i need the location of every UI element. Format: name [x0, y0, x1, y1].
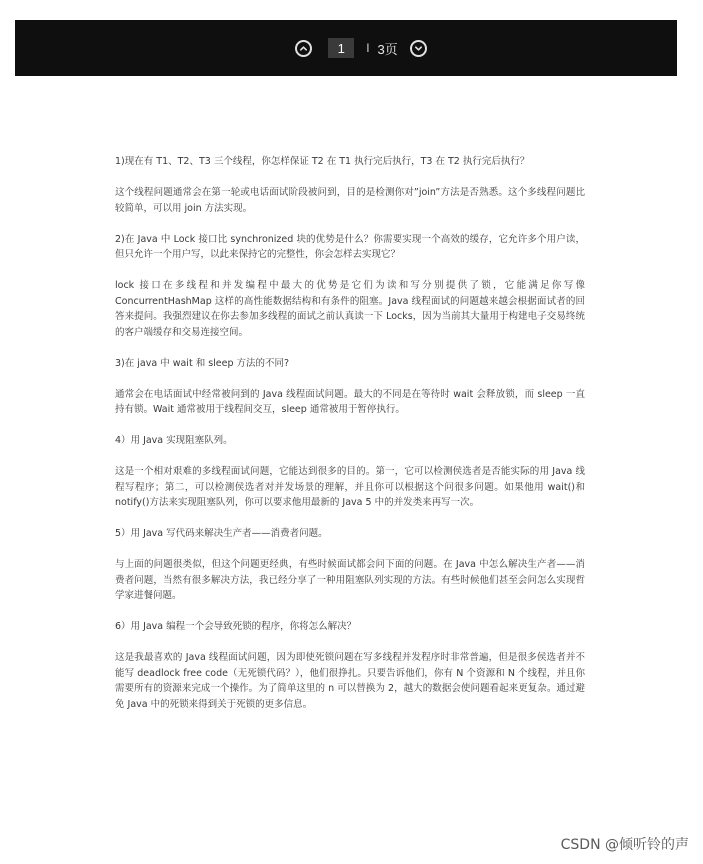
prev-page-button[interactable]: [295, 40, 312, 57]
total-pages-label: 3页: [377, 41, 398, 57]
next-page-button[interactable]: [410, 40, 427, 57]
question-5: 5）用 Java 写代码来解决生产者——消费者问题。: [115, 528, 328, 539]
pdf-toolbar: [15, 20, 677, 76]
chevron-up-icon: [299, 44, 308, 53]
question-2: 2)在 Java 中 Lock 接口比 synchronized 块的优势是什么？你需要实现一个高效的缓存，它允许多个用户读，但只允许一个用户写，以此来保持它的完整性，你会怎样去实现它？: [115, 233, 585, 260]
answer-2: lock 接口在多线程和并发编程中最大的优势是它们为读和写分别提供了锁，它能满足你写像 ConcurrentHashMap 这样的高性能数据结构和有条件的阻塞。Java 线程面试的问题越来越会根据面试者的回答来提问。我强烈建议在你去参加多线程的面试之前认真读一下 Locks，因为当前其大量用于构建电子交易终统的客户端缓存和交易连接空间。: [115, 280, 585, 338]
page-navigator: [295, 38, 427, 58]
question-1: 1)现在有 T1、T2、T3 三个线程，你怎样保证 T2 在 T1 执行完后执行，T3 在 T2 执行完后执行？: [115, 156, 530, 167]
question-6: 6）用 Java 编程一个会导致死锁的程序，你将怎么解决？: [115, 621, 357, 632]
answer-1: 这个线程问题通常会在第一轮或电话面试阶段被问到，目的是检测你对”join”方法是否熟悉。这个多线程问题比较简单，可以用 join 方法实现。: [115, 187, 585, 214]
page-separator: I: [366, 41, 370, 55]
answer-5: 与上面的问题很类似，但这个问题更经典，有些时候面试都会问下面的问题。在 Java 中怎么解决生产者——消费者问题，当然有很多解决方法，我已经分享了一种用阻塞队列实现的方法。有些时候他们甚至会问怎么实现哲学家进餐问题。: [115, 559, 585, 601]
document-page: [115, 154, 585, 728]
question-4: 4）用 Java 实现阻塞队列。: [115, 435, 233, 446]
answer-6: 这是我最喜欢的 Java 线程面试问题，因为即使死锁问题在写多线程并发程序时非常普遍，但是很多侯选者并不能写 deadlock free code（无死锁代码？），他们很挣扎。只要告诉他们，你有 N 个资源和 N 个线程，并且你需要所有的资源来完成一个操作。为了简单这里的 n 可以替换为 2，越大的数据会使问题看起来更复杂。通过避免 Java 中的死锁来得到关于死锁的更多信息。: [115, 652, 585, 710]
current-page-input[interactable]: 1: [328, 38, 354, 58]
answer-4: 这是一个相对艰难的多线程面试问题，它能达到很多的目的。第一，它可以检测侯选者是否能实际的用 Java 线程写程序；第二，可以检测侯选者对并发场景的理解，并且你可以根据这个问很多问题。如果他用 wait()和 notify()方法来实现阻塞队列，你可以要求他用最新的 Java 5 中的并发类来再写一次。: [115, 466, 585, 508]
csdn-watermark: CSDN @倾听铃的声: [560, 837, 689, 853]
answer-3: 通常会在电话面试中经常被问到的 Java 线程面试问题。最大的不同是在等待时 wait 会释放锁，而 sleep 一直持有锁。Wait 通常被用于线程间交互，sleep 通常被用于暂停执行。: [115, 388, 585, 415]
chevron-down-icon: [414, 44, 423, 53]
question-3: 3)在 java 中 wait 和 sleep 方法的不同?: [115, 357, 290, 369]
